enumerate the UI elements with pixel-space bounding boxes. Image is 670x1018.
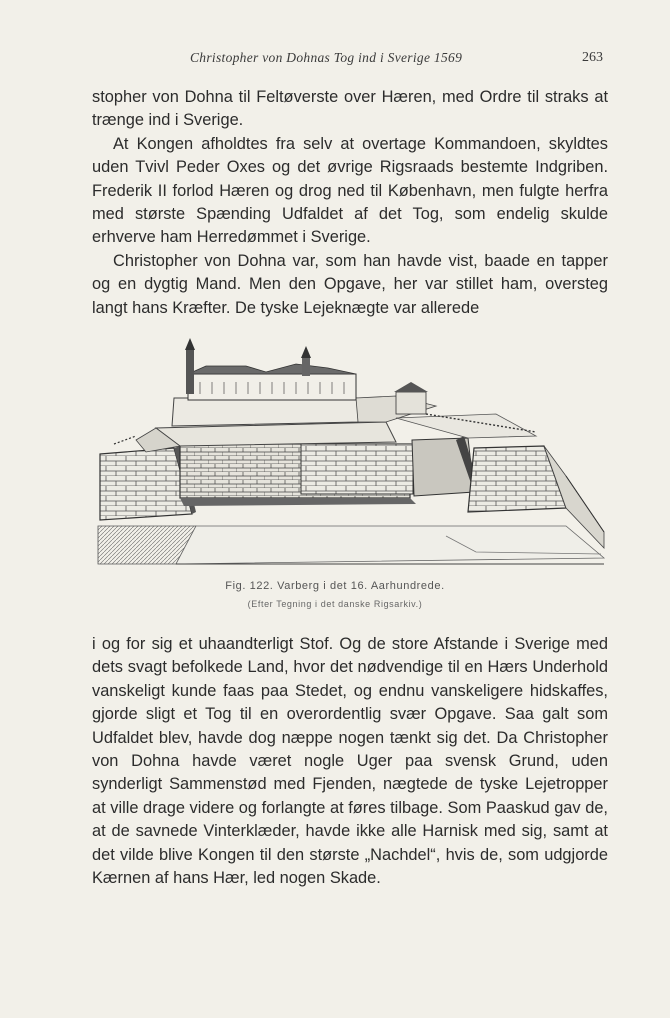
page-header <box>0 50 670 70</box>
page-number: 263 <box>582 50 603 65</box>
paragraph: i og for sig et uhaandterligt Stof. Og de store Afstande i Sverige med dets svagt befolkede Land, hvor det nødvendige til en Hærs Underhold vanskeligt kunde faas paa Stedet, og endnu vanskeligere hidskaffes, gjorde sligt et Tog til en overordentlig svær Opgave. Saa galt som Udfaldet blev, havde dog næppe nogen tænkt sig det. Da Christopher von Dohna havde været nogle Uger paa svensk Grund, uden synderligt Sammenstød med Fjenden, nægtede de tyske Lejetropper at ville drage videre og forlangte at føres tilbage. Som Paaskud gav de, at de savnede Vinterklæder, havde ikke alle Harnisk med sig, samt at det vilde blive Kongen til den største „Nachdel“, hvis de, som udgjorde Kærnen af hans Hær, led nogen Skade. <box>92 635 608 888</box>
paragraph: At Kongen afholdtes fra selv at overtage Kommandoen, skyldtes uden Tvivl Peder Oxes og det øvrige Rigsraads bestemte Indgriben. Frederik II forlod Hæren og drog ned til København, men fulgte herfra med største Spænding Udfaldet af det Tog, som endelig skulde erhverve ham Herredømmet i Sverige. <box>92 134 608 247</box>
figure-source: (Efter Tegning i det danske Rigsarkiv.) <box>247 599 423 609</box>
paragraph: stopher von Dohna til Feltøverste over Hæren, med Ordre til straks at trænge ind i Sverige. <box>92 88 608 130</box>
running-title: Christopher von Dohnas Tog ind i Sverige 1569 <box>190 50 463 65</box>
varberg-fortress-drawing <box>96 336 606 568</box>
paragraph: Christopher von Dohna var, som han havde vist, baade en tapper og en dygtig Mand. Men den Opgave, her var stillet ham, oversteg langt hans Kræfter. De tyske Lejeknægte var allerede <box>92 251 608 317</box>
body-text-bottom <box>92 633 608 890</box>
fortress-illustration <box>96 336 606 568</box>
body-text-top <box>92 86 608 320</box>
figure-caption: Fig. 122. Varberg i det 16. Aarhundrede. <box>225 580 445 592</box>
